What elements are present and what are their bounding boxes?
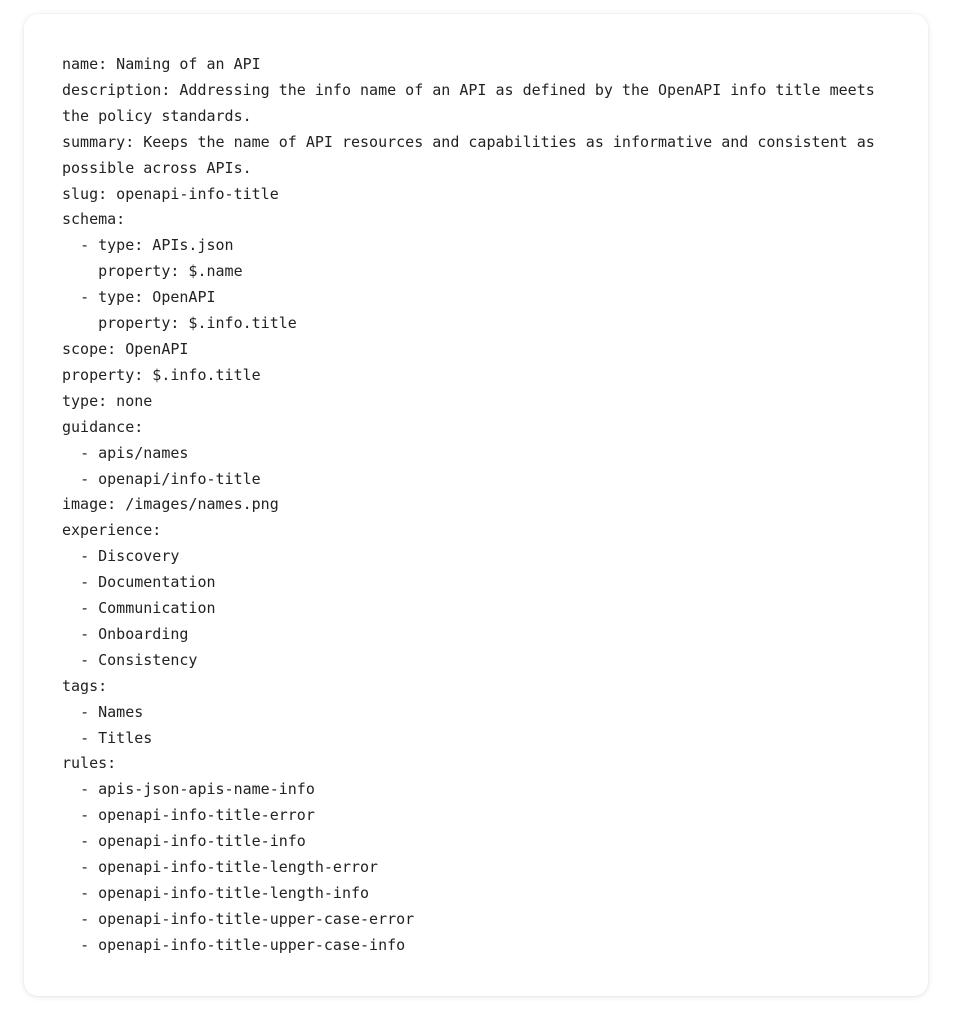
code-line: - Consistency <box>62 650 198 669</box>
code-line: - Onboarding <box>62 624 189 643</box>
code-line: - type: APIs.json <box>62 236 234 255</box>
yaml-code-block <box>62 52 892 959</box>
code-line: rules: <box>62 754 117 773</box>
code-line: - openapi-info-title-upper-case-info <box>62 935 406 954</box>
code-line: - openapi-info-title-length-info <box>62 884 370 902</box>
code-line: - Names <box>62 702 144 721</box>
code-line: - openapi-info-title-error <box>62 806 315 825</box>
code-line: - apis-json-apis-name-info <box>62 780 315 799</box>
code-line: slug: openapi-info-title <box>62 184 279 203</box>
code-line: - openapi-info-title-info <box>62 832 306 851</box>
code-line: experience: <box>62 521 162 540</box>
code-line: name: Naming of an API <box>62 55 261 73</box>
code-line: - Discovery <box>62 547 180 566</box>
code-line: image: /images/names.png <box>62 495 279 514</box>
code-line: property: $.name <box>62 262 243 281</box>
code-line: property: $.info.title <box>62 314 297 333</box>
code-line: - Titles <box>62 728 153 747</box>
code-line: - openapi-info-title-upper-case-error <box>62 909 415 928</box>
code-line: - Communication <box>62 599 216 618</box>
code-line: schema: <box>62 210 126 229</box>
code-line: scope: OpenAPI <box>62 339 189 358</box>
code-line: summary: Keeps the name of API resources and capabilities as informative and consistent as possible across APIs. <box>62 132 884 177</box>
code-line: - openapi/info-title <box>62 469 261 488</box>
code-line: - openapi-info-title-length-error <box>62 858 379 877</box>
code-line: property: $.info.title <box>62 365 261 384</box>
code-line: tags: <box>62 676 108 695</box>
code-line: guidance: <box>62 417 144 436</box>
code-card <box>24 14 928 996</box>
code-line: type: none <box>62 391 153 410</box>
code-line: - apis/names <box>62 443 189 462</box>
code-line: description: Addressing the info name of an API as defined by the OpenAPI info title meets the policy standards. <box>62 80 884 125</box>
code-line: - type: OpenAPI <box>62 288 216 307</box>
code-line: - Documentation <box>62 573 216 592</box>
